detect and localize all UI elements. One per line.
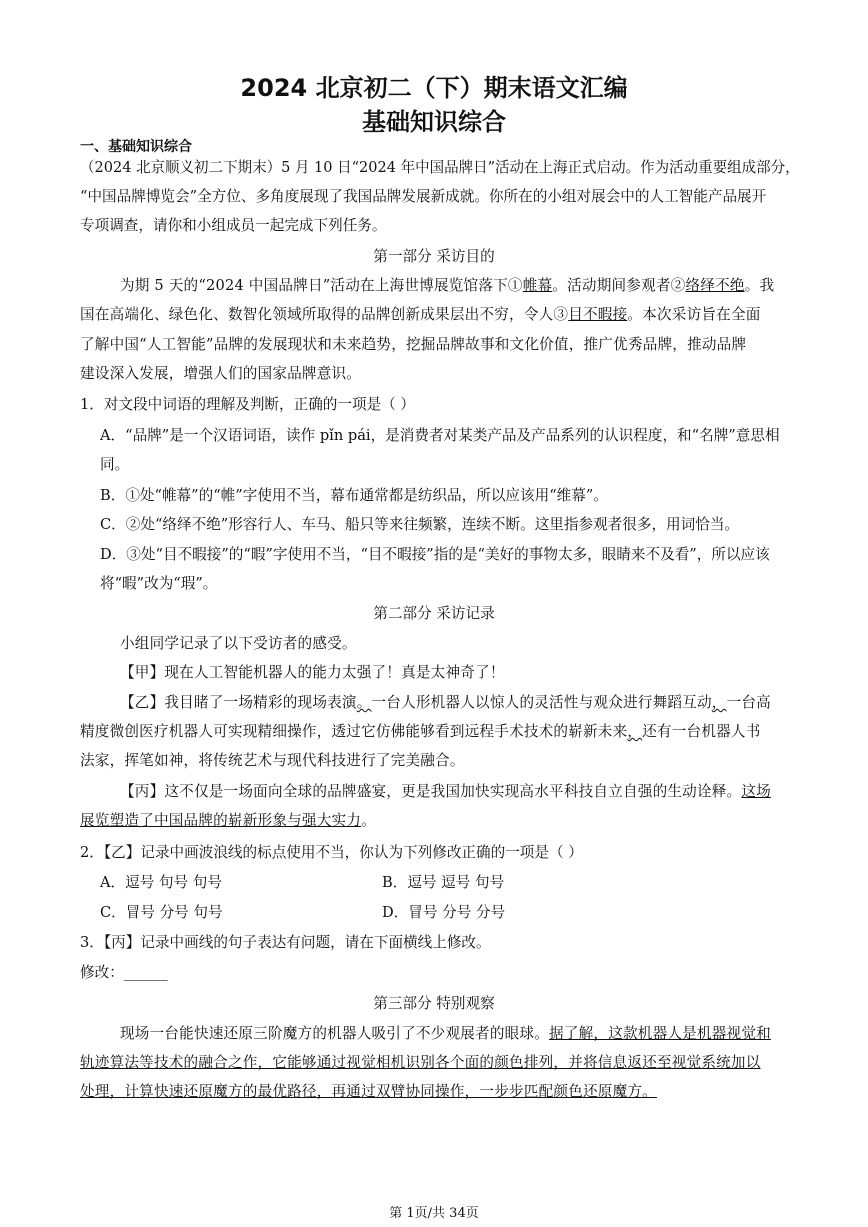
part1-line-3: 了解中国“人工智能”品牌的发展现状和未来趋势，挖掘品牌故事和文化价值，推广优秀品牌，推动品牌: [80, 336, 747, 353]
text-span: 一台高: [726, 694, 771, 711]
q2-option-c: C．冒号 分号 句号: [100, 904, 223, 921]
record-jia: 【甲】现在人工智能机器人的能力太强了！真是太神奇了！: [120, 664, 505, 681]
underlined-word-mubuxiajie: 目不暇接: [568, 306, 628, 323]
intro-line-1: （2024 北京顺义初二下期末）5 月 10 日“2024 年中国品牌日”活动在上海正式启动。作为活动重要组成部分，: [80, 159, 800, 176]
question-2-stem: 2．【乙】记录中画波浪线的标点使用不当，你认为下列修改正确的一项是（ ）: [80, 844, 583, 861]
part1-line-2: [80, 303, 761, 324]
text-span: 。活动期间参观者②: [552, 277, 686, 294]
q1-option-c: C．②处“络绎不绝”形容行人、车马、船只等来往频繁，连续不断。这里指参观者很多，用词恰当。: [100, 516, 740, 533]
record-yi-line-1: [120, 691, 771, 712]
record-yi-line-3: 法家，挥笔如神，将传统艺术与现代科技进行了完美融合。: [80, 752, 465, 769]
q1-option-a-cont: 同。: [100, 456, 130, 473]
record-yi-line-2: [80, 720, 761, 741]
section-heading: 一、基础知识综合: [80, 139, 192, 155]
text-span: 【丙】这不仅是一场面向全球的品牌盛宴，更是我国加快实现高水平科技自立自强的生动诠释。: [120, 783, 742, 800]
intro-line-3: 专项调查，请你和小组成员一起完成下列任务。: [80, 217, 387, 234]
text-span: 一台人形机器人以惊人的灵活性与观众进行舞蹈互动: [371, 694, 712, 711]
document-subtitle: 基础知识综合: [362, 108, 506, 136]
part3-heading: 第三部分 特别观察: [373, 995, 495, 1012]
q3-answer-line: 修改：______: [80, 964, 168, 981]
question-1-stem: 1．对文段中词语的理解及判断，正确的一项是（ ）: [80, 396, 415, 413]
record-bing-line-2: [80, 809, 376, 830]
intro-line-2: “中国品牌博览会”全方位、多角度展现了我国品牌发展新成就。你所在的小组对展会中的人工智能产品展开: [80, 188, 767, 205]
q1-option-d: D．③处“目不暇接”的“暇”字使用不当，“目不暇接”指的是“美好的事物太多，眼睛来不及看”，所以应该: [100, 546, 770, 563]
part1-line-4: 建设深入发展，增强人们的国家品牌意识。: [80, 365, 362, 382]
text-span: 。我: [744, 277, 775, 294]
part1-line-1: [120, 274, 774, 295]
underlined-sentence: 据了解，这款机器人是机器视觉和: [549, 1025, 771, 1042]
q1-option-b: B．①处“帷幕”的“帷”字使用不当，幕布通常都是纺织品，所以应该用“维幕”。: [100, 487, 608, 504]
text-span: 【乙】我目睹了一场精彩的现场表演: [120, 694, 357, 711]
q2-option-a: A．逗号 句号 句号: [100, 874, 222, 891]
part3-line-2: [80, 1051, 761, 1072]
text-span: 。: [361, 812, 376, 829]
document-title: 2024 北京初二（下）期末语文汇编: [240, 74, 628, 102]
part3-line-3: [80, 1080, 657, 1101]
text-span: 精度微创医疗机器人可实现精细操作，透过它仿佛能够看到远程手术技术的崭新未来: [80, 723, 628, 740]
part2-heading: 第二部分 采访记录: [373, 605, 495, 622]
q2-option-b: B．逗号 逗号 句号: [382, 874, 505, 891]
wavy-punct-2: ，: [711, 694, 727, 711]
wavy-punct-3: ，: [627, 723, 643, 740]
text-span: 现场一台能快速还原三阶魔方的机器人吸引了不少观展者的眼球。: [120, 1025, 550, 1042]
underlined-sentence: 轨迹算法等技术的融合之作，它能够通过视觉相机识别各个面的颜色排列，并将信息返还至视觉系统加以: [80, 1054, 761, 1071]
q1-option-d-cont: 将“暇”改为“瑕”。: [100, 575, 218, 592]
part3-line-1: [120, 1022, 771, 1043]
q1-option-a: A．“品牌”是一个汉语词语，读作 pǐn pái，是消费者对某类产品及产品系列的认识程度，和“名牌”意思相: [100, 427, 780, 444]
text-span: 国在高端化、绿色化、数智化领域所取得的品牌创新成果层出不穷，令人③: [80, 306, 569, 323]
text-span: 为期 5 天的“2024 中国品牌日”活动在上海世博展览馆落下①: [120, 277, 523, 294]
underlined-sentence: 这场: [741, 783, 771, 800]
page-footer: 第 1页/共 34页: [389, 1206, 479, 1221]
wavy-punct-1: 。: [356, 694, 372, 711]
text-span: 还有一台机器人书: [642, 723, 761, 740]
underlined-word-luoyi: 络绎不绝: [685, 277, 745, 294]
underlined-sentence: 处理，计算快速还原魔方的最优路径，再通过双臂协同操作，一步步匹配颜色还原魔方。: [80, 1083, 657, 1100]
q2-option-d: D．冒号 分号 分号: [382, 904, 506, 921]
underlined-word-weimu: 帷幕: [522, 277, 553, 294]
part1-heading: 第一部分 采访目的: [373, 248, 495, 265]
underlined-sentence: 展览塑造了中国品牌的崭新形象与强大实力: [80, 812, 362, 829]
question-3-stem: 3．【丙】记录中画线的句子表达有问题，请在下面横线上修改。: [80, 934, 491, 951]
record-bing-line-1: [120, 780, 771, 801]
part2-intro: 小组同学记录了以下受访者的感受。: [120, 635, 357, 652]
text-span: 。本次采访旨在全面: [627, 306, 761, 323]
